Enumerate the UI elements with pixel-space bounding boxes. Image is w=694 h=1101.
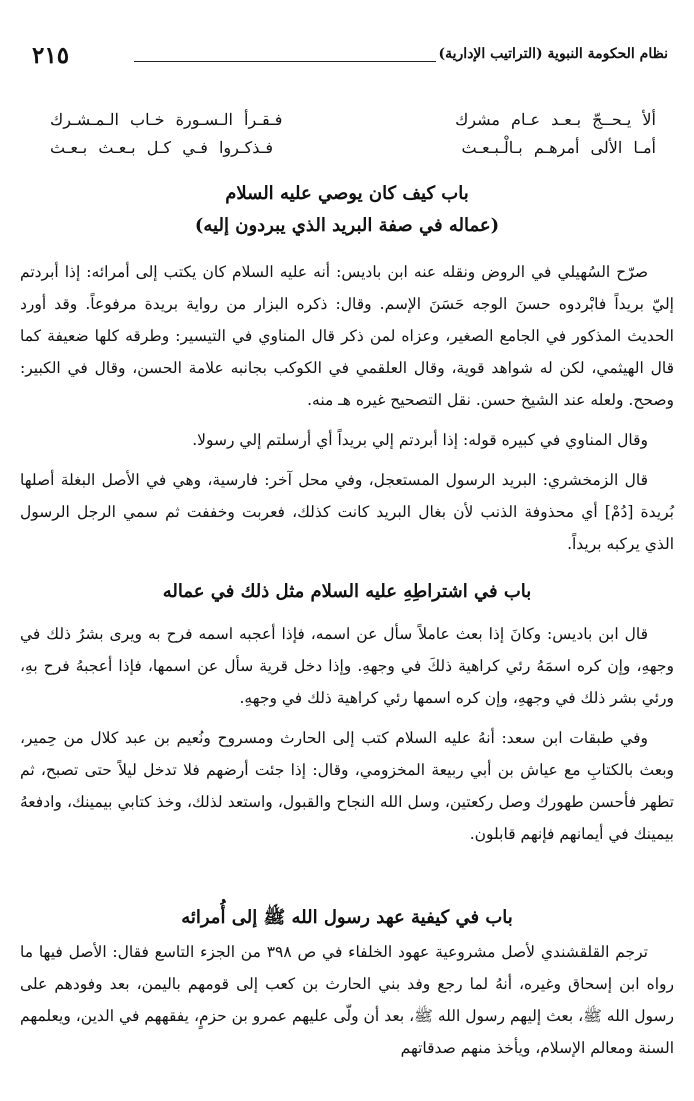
paragraph: ترجم القلقشندي لأصل مشروعية عهود الخلفاء في ص ٣٩٨ من الجزء التاسع فقال: الأصل فيها ما رواه ابن إسحاق وغيره، أنهُ لما رجع وفد بني الحارث بن كعب إلى قومهم باليمن، بعد وفودهم على رسول الله ﷺ، بعث إليهم رسول الله ﷺ، بعد أن ولّى عليهم عمرو بن حزمٍ، يفقههم في الدين، ويعلمهم السنة ومعالم الإسلام، ويأخذ منهم صدقاتهم — [20, 943, 674, 1057]
paragraph: قال الزمخشري: البريد الرسول المستعجل، وفي محل آخر: فارسية، وهي في الأصل البغلة أصلها بُريدة [دُمْ] أي محذوفة الذنب لأن بغال البريد كانت كذلك، فعربت وخففت ثم سمي الرجل الرسول الذي يركبه بريداً. — [20, 471, 674, 553]
poem — [50, 106, 656, 162]
verse-first-hemistich: أمـا الألى أمرهـم بـالْـبـعـث — [461, 138, 656, 157]
poem-verse — [50, 106, 656, 134]
paragraph: صرّح السُهيلي في الروض ونقله عنه ابن باديس: أنه عليه السلام كان يكتب إلى أمرائه: إذا أبردتم إليّ بريداً فابْردوه حسنَ الوجه حَسَنَ الإسم. وقال: ذكره البزار من رواية بريدة مرفوعاً. وقد أورد الحديث المذكور في الجامع الصغير، وعزاه لمن ذكر قال المناوي في التيسير: وطرقه كلها ضعيفة كما قال الهيثمي، لكن له شواهد قوية، وقال العلقمي في الكوكب بجانبه علامة الحسن، وقال في الكبير: وصحح. ولعله عند الشيخ حسن. نقل التصحيح غيره هـ منه. — [20, 263, 674, 409]
paragraph: وقال المناوي في كبيره قوله: إذا أبردتم إلي بريداً أي أرسلتم إلي رسولا. — [192, 431, 648, 449]
page-header — [26, 42, 668, 72]
heading-line: باب في كيفية عهد رسول الله ﷺ إلى أُمرائه — [181, 907, 513, 928]
heading-line: باب في اشتراطِهِ عليه السلام مثل ذلك في عماله — [162, 581, 532, 602]
verse-first-hemistich: ألأ يـحــجّ بـعـد عـام مشرك — [455, 110, 656, 129]
running-title: نظام الحكومة النبوية (التراتيب الإدارية) — [438, 46, 668, 62]
header-rule — [134, 61, 436, 62]
paragraph: قال ابن باديس: وكانَ إذا بعث عاملاً سأل عن اسمه، فإذا أعجبه اسمه فرح به ويرى بشرُ ذلك في وجههِ، وإن كره اسمَهُ رئي كراهية ذلكَ في وجههِ. وإذا دخل قرية سأل عن اسمها، فإذا أعجبهُ فرح بهِ، ورئي بشر ذلك في وجههِ، وإن كره اسمها رئي كراهية ذلك في وجههِ. — [20, 625, 674, 707]
poem-verse — [50, 134, 656, 162]
section-heading — [20, 576, 674, 608]
section-body — [20, 936, 674, 1064]
paragraph: وفي طبقات ابن سعد: أنهُ عليه السلام كتب إلى الحارث ومسروح ونُعيم بن عبد كلال من حِمير، وبعث بالكتابِ مع عياش بن أبي ربيعة المخزومي، وقال: إذا جئت أرضهم فلا تدخل ليلاً حتى تصبح، ثم تطهر فأحسن طهورك وصل ركعتين، وسل الله النجاح والقبول، واستعد لذلك، وخذ كتابي بيمينك، وادفعهُ بيمينك في أيمانهم فإنهم قابلون. — [20, 729, 674, 843]
page-number: ٢١٥ — [32, 42, 70, 69]
heading-subtitle: (عماله في صفة البريد الذي يبردون إليه) — [194, 215, 500, 236]
heading-line: باب كيف كان يوصي عليه السلام — [225, 183, 469, 204]
verse-second-hemistich: فـقـرأ الـسـورة خـاب الـمـشـرك — [50, 110, 283, 129]
section-heading — [20, 902, 674, 934]
section-heading — [20, 178, 674, 242]
verse-second-hemistich: فـذكـروا فـي كـل بـعـث بـعـث — [50, 138, 273, 157]
section-body — [20, 256, 674, 560]
section-body — [20, 618, 674, 850]
